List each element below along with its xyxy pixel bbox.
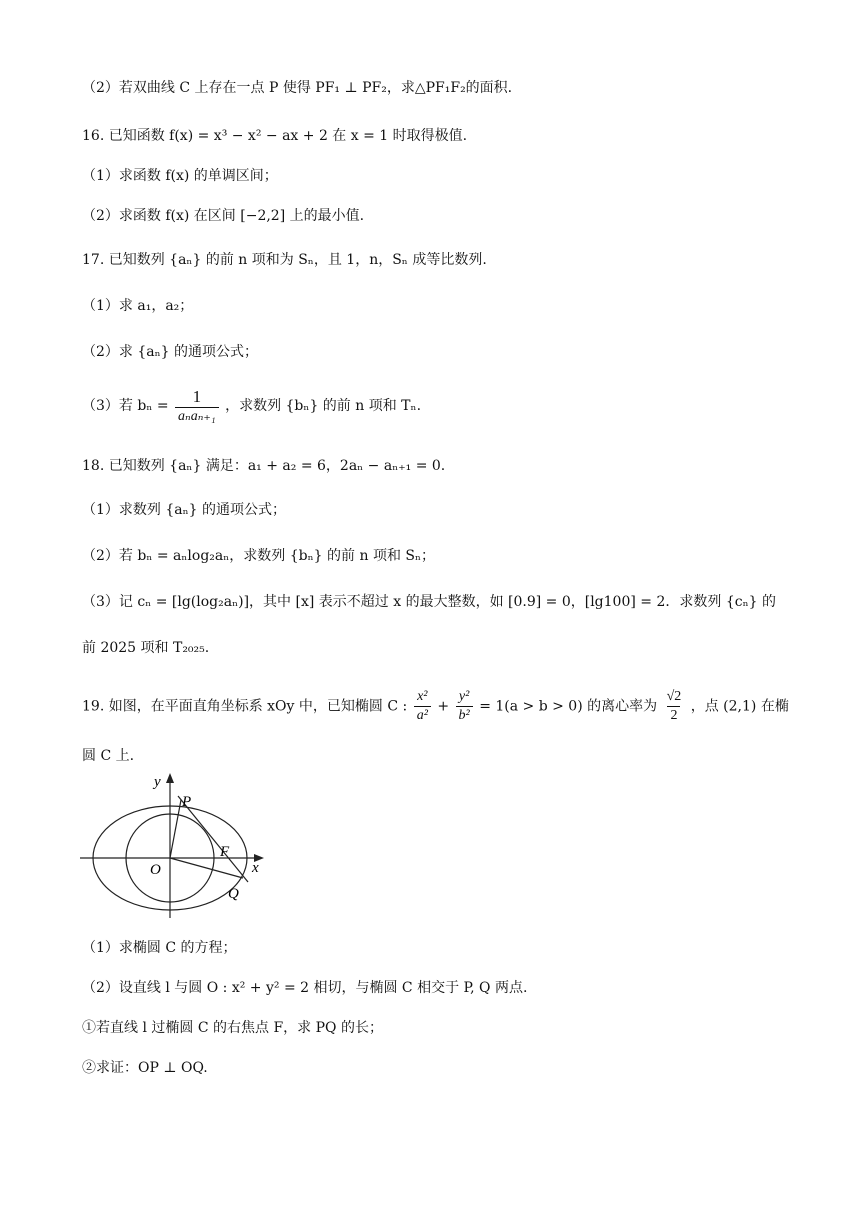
label-y: y [154, 774, 161, 790]
q16-part1: （1）求函数 f(x) 的单调区间； [82, 168, 278, 184]
fraction-eccentricity [664, 690, 685, 723]
q19-part2-sub2: ②求证：OP ⊥ OQ. [82, 1060, 208, 1076]
q18-part1: （1）求数列 {aₙ} 的通项公式； [82, 502, 287, 518]
fraction-x2-a2 [414, 690, 431, 723]
q18-part3: （3）记 cₙ = [lg(log₂aₙ)]，其中 [x] 表示不超过 x 的最大整数，如 [0.9] = 0，[lg100] = 2．求数列 {cₙ} 的 [82, 594, 776, 610]
label-x: x [252, 860, 259, 876]
fraction-denominator: b² [456, 706, 473, 723]
ellipse-circle-figure [78, 768, 278, 922]
q17-stem: 17. 已知数列 {aₙ} 的前 n 项和为 Sₙ，且 1，n，Sₙ 成等比数列. [82, 252, 487, 268]
fraction-numerator: √2 [666, 689, 682, 704]
q18-part2: （2）若 bₙ = aₙlog₂aₙ，求数列 {bₙ} 的前 n 项和 Sₙ； [82, 548, 436, 564]
segment-oq [170, 858, 243, 878]
q19-part2: （2）设直线 l 与圆 O : x² + y² = 2 相切，与椭圆 C 相交于 P, Q 两点. [82, 980, 528, 996]
q17-part3-suffix: ，求数列 {bₙ} 的前 n 项和 Tₙ. [225, 398, 422, 414]
q19-stem-suffix: ，点 (2,1) 在椭 [690, 698, 789, 715]
fraction-denominator: 2 [667, 706, 680, 723]
fraction-denominator: aₙaₙ₊₁ [175, 407, 219, 424]
q17-part2: （2）求 {aₙ} 的通项公式； [82, 344, 259, 360]
q17-part3-prefix: （3）若 bₙ = [82, 398, 169, 414]
fraction-denominator: a² [414, 706, 431, 723]
fraction-numerator: x² [417, 689, 428, 704]
fraction-b-n [175, 388, 219, 424]
q17-part1: （1）求 a₁，a₂； [82, 298, 194, 314]
q18-part3-cont: 前 2025 项和 T₂₀₂₅. [82, 640, 210, 656]
y-axis-arrow [166, 773, 174, 783]
q19-stem [82, 690, 789, 723]
fraction-numerator: 1 [192, 387, 202, 406]
label-o: O [150, 862, 161, 878]
label-p: P [182, 794, 192, 810]
q18-stem: 18. 已知数列 {aₙ} 满足：a₁ + a₂ = 6，2aₙ − aₙ₊₁ = 0. [82, 458, 446, 474]
segment-op [170, 800, 181, 858]
q15-part2: （2）若双曲线 C 上存在一点 P 使得 PF₁ ⊥ PF₂，求△PF₁F₂的面积. [82, 80, 513, 96]
fraction-y2-b2 [456, 690, 473, 723]
q19-part2-sub1: ①若直线 l 过椭圆 C 的右焦点 F，求 PQ 的长； [82, 1020, 383, 1036]
label-q: Q [228, 886, 239, 902]
q19-stem-middle: = 1(a > b > 0) 的离心率为 [479, 698, 658, 715]
label-f: F [220, 844, 230, 860]
q16-part2: （2）求函数 f(x) 在区间 [−2,2] 上的最小值. [82, 208, 365, 224]
plus-sign: + [437, 698, 450, 715]
q16-stem: 16. 已知函数 f(x) = x³ − x² − ax + 2 在 x = 1 时取得极值. [82, 128, 468, 144]
q19-stem-prefix: 19. 如图，在平面直角坐标系 xOy 中，已知椭圆 C : [82, 698, 408, 715]
q17-part3 [82, 388, 421, 424]
fraction-numerator: y² [458, 689, 470, 704]
q19-part1: （1）求椭圆 C 的方程； [82, 940, 237, 956]
q19-stem-cont: 圆 C 上. [82, 748, 135, 764]
